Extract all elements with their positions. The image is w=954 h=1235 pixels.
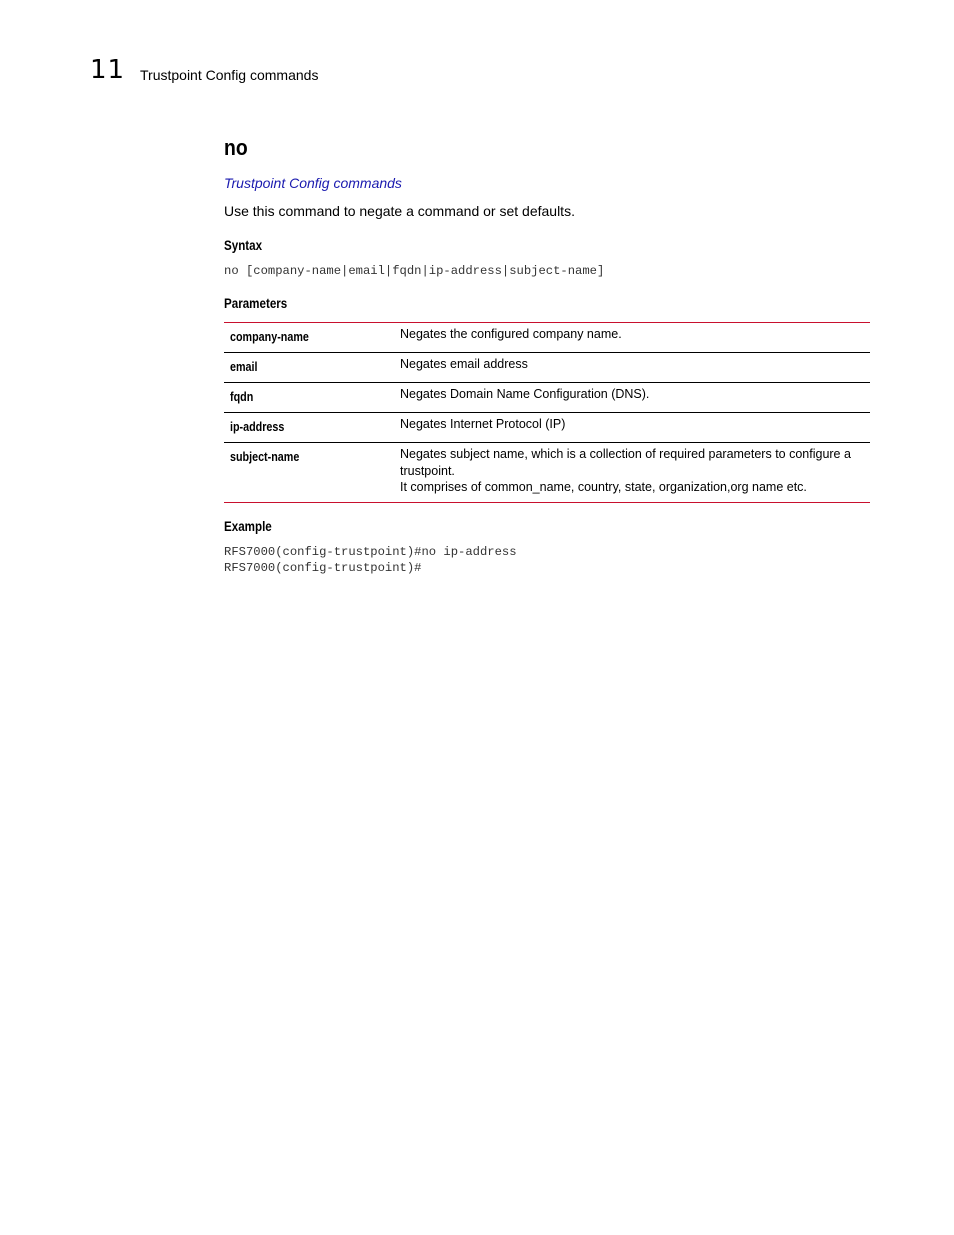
syntax-heading: Syntax bbox=[224, 238, 263, 253]
param-name-cell bbox=[224, 323, 394, 353]
param-name: company-name bbox=[230, 330, 309, 344]
parameters-heading: Parameters bbox=[224, 296, 288, 311]
param-desc-continued: It comprises of common_name, country, state, organization,org name etc. bbox=[400, 480, 807, 494]
param-name-cell bbox=[224, 413, 394, 443]
running-header-title: Trustpoint Config commands bbox=[140, 67, 319, 83]
param-name: email bbox=[230, 360, 258, 374]
chapter-number: 11 bbox=[90, 55, 126, 85]
param-name: fqdn bbox=[230, 390, 254, 404]
param-desc: Negates subject name, which is a collection of required parameters to configure a trustpoint. bbox=[400, 447, 851, 478]
command-description: Use this command to negate a command or set defaults. bbox=[224, 203, 575, 219]
param-desc: Negates email address bbox=[400, 357, 528, 371]
param-name-cell bbox=[224, 353, 394, 383]
table-row bbox=[224, 443, 870, 503]
example-heading: Example bbox=[224, 519, 272, 534]
param-desc-cell bbox=[394, 323, 870, 353]
table-row bbox=[224, 413, 870, 443]
param-desc: Negates Internet Protocol (IP) bbox=[400, 417, 566, 431]
table-row bbox=[224, 353, 870, 383]
param-desc-cell bbox=[394, 353, 870, 383]
param-name: ip-address bbox=[230, 420, 285, 434]
syntax-line: no [company-name|email|fqdn|ip-address|subject-name] bbox=[224, 264, 605, 278]
command-title: no bbox=[224, 135, 248, 160]
param-name-cell bbox=[224, 443, 394, 503]
table-row bbox=[224, 323, 870, 353]
param-desc: Negates the configured company name. bbox=[400, 327, 622, 341]
param-desc-cell bbox=[394, 413, 870, 443]
param-name-cell bbox=[224, 383, 394, 413]
example-line: RFS7000(config-trustpoint)# bbox=[224, 561, 422, 575]
param-desc-cell bbox=[394, 383, 870, 413]
table-row bbox=[224, 383, 870, 413]
param-desc-cell bbox=[394, 443, 870, 503]
param-name: subject-name bbox=[230, 450, 300, 464]
example-line: RFS7000(config-trustpoint)#no ip-address bbox=[224, 545, 517, 559]
param-desc: Negates Domain Name Configuration (DNS). bbox=[400, 387, 650, 401]
parent-section-link[interactable]: Trustpoint Config commands bbox=[224, 175, 402, 191]
parameters-table bbox=[224, 322, 870, 503]
